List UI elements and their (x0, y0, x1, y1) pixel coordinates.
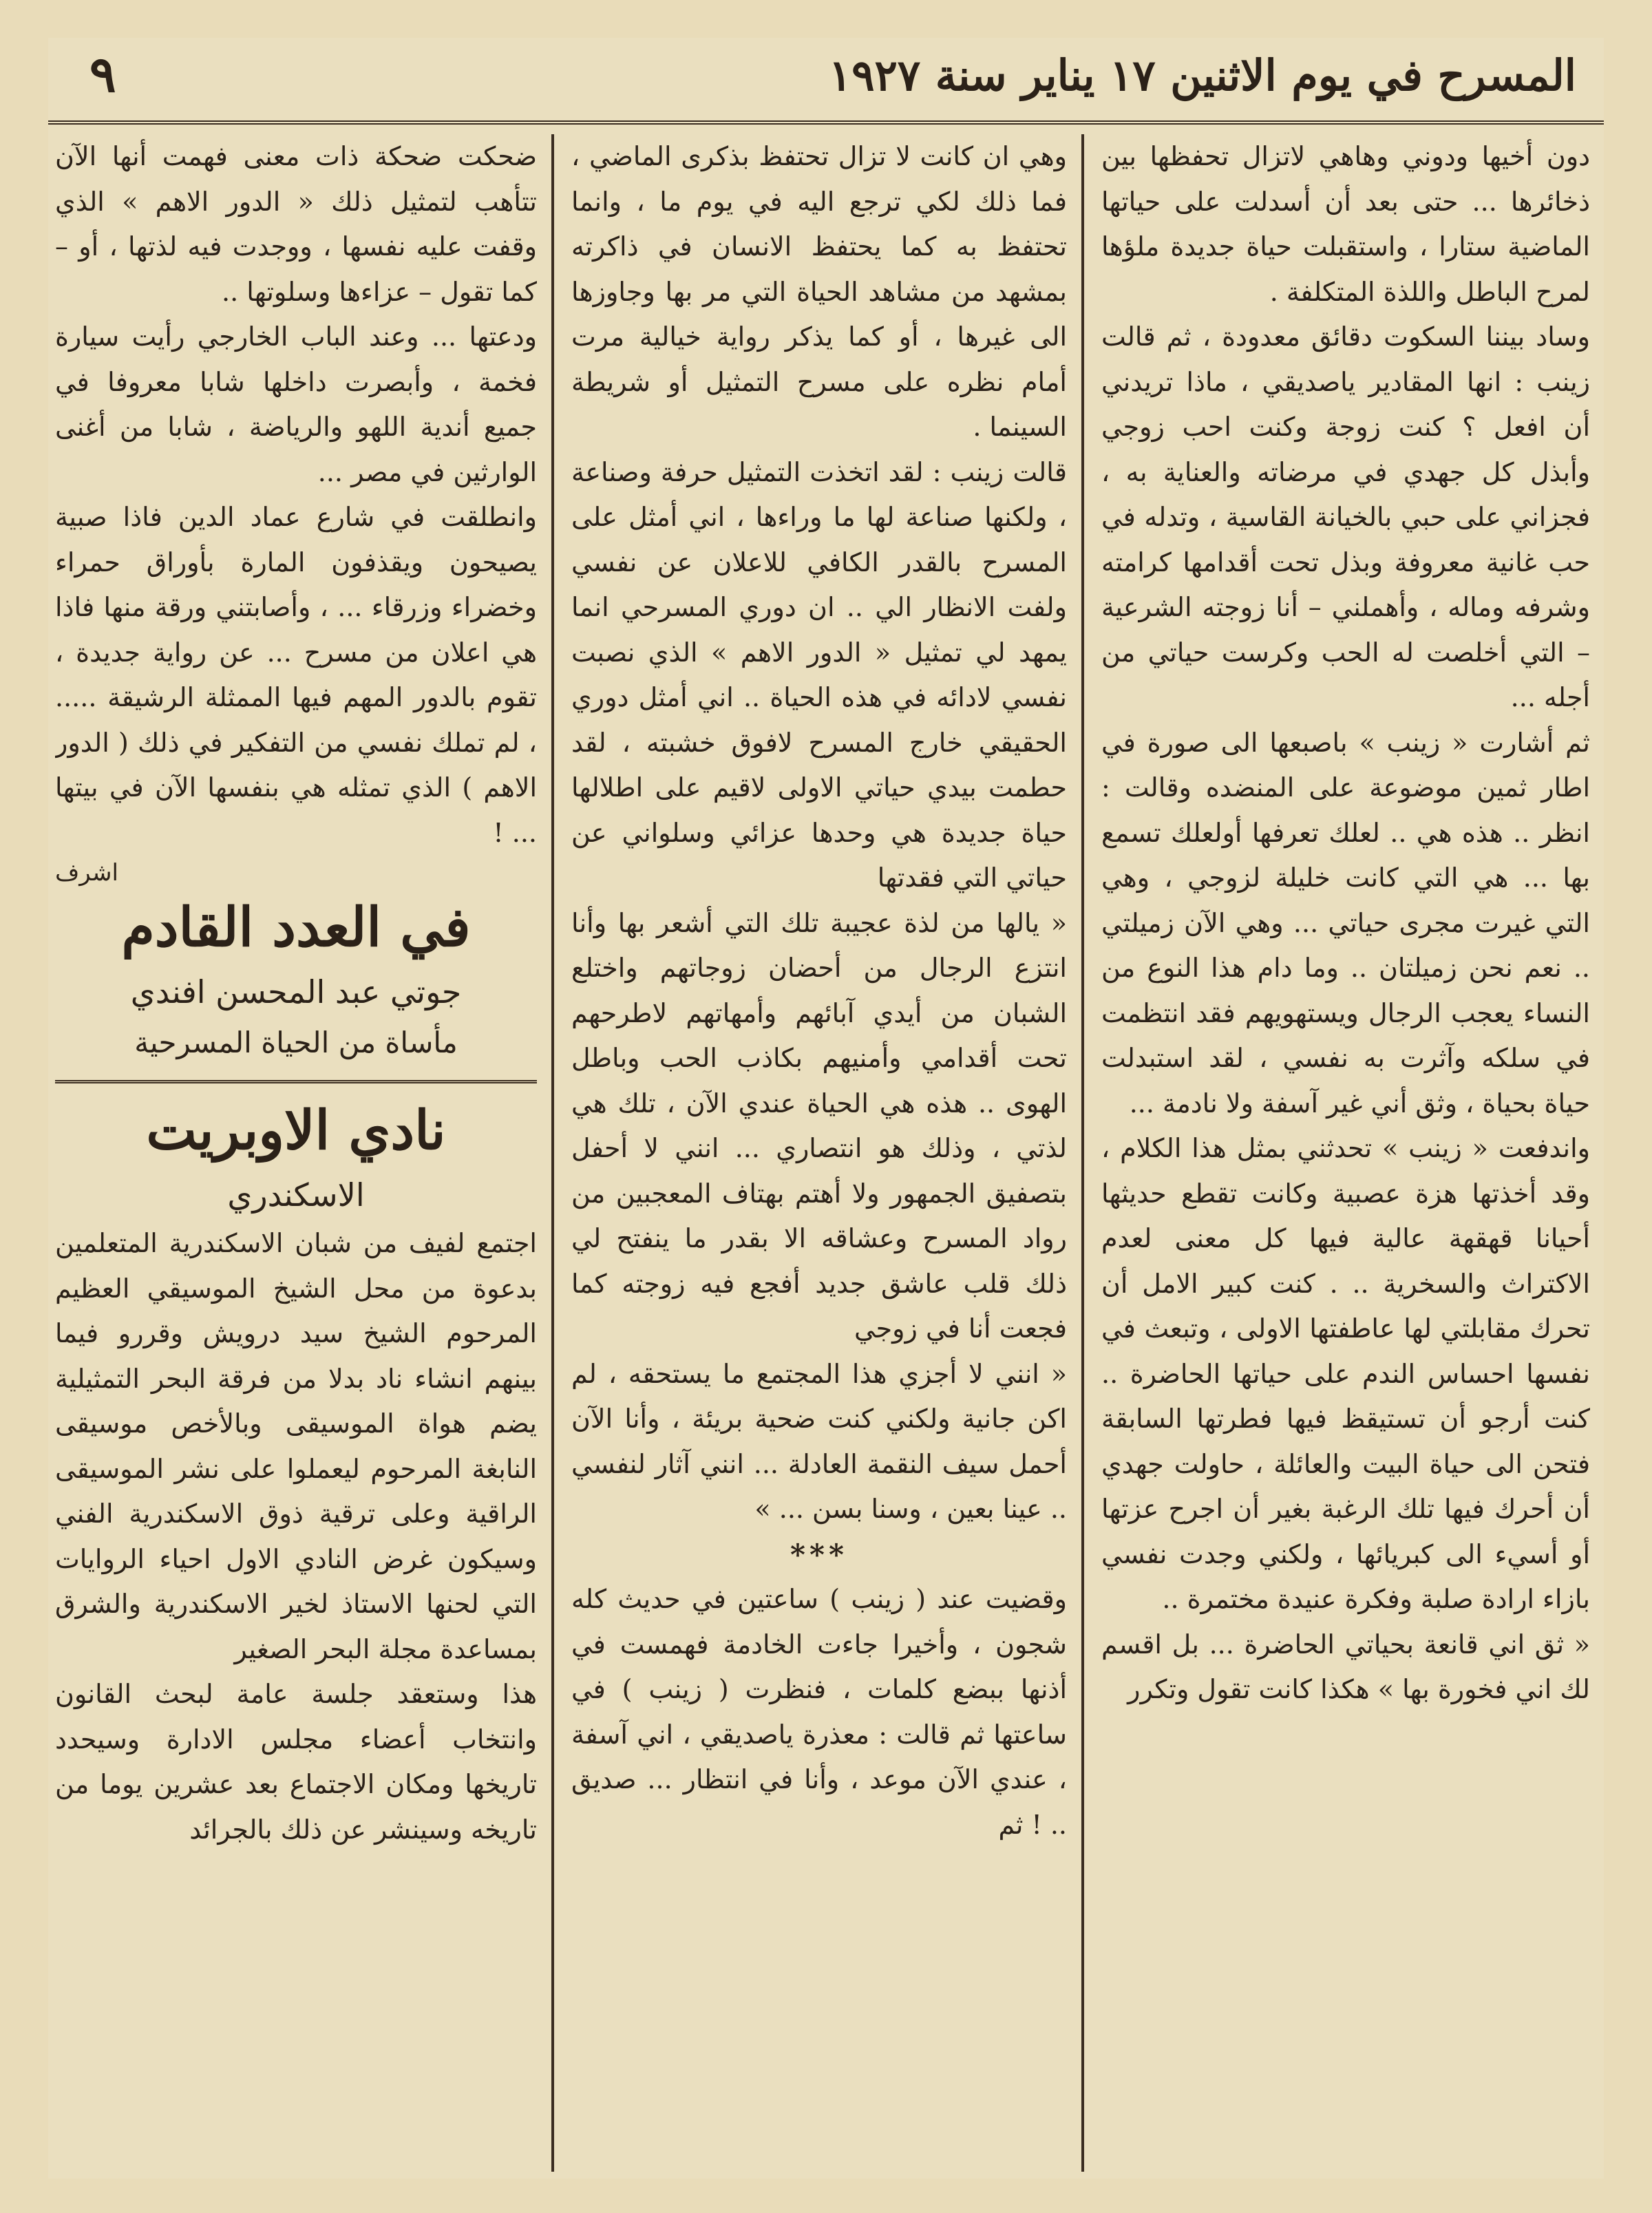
paragraph: واندفعت « زينب » تحدثني بمثل هذا الكلام ، وقد أخذتها هزة عصبية وكانت تقطع حديثها أحيانا قهقهة عالية فيها كل معنى لعدم الاكتراث والسخرية .. . كنت كبير الامل أن تحرك مقابلتي لها عاطفتها الاولى ، وتبعث في نفسها احساس الندم على حياتها الحاضرة .. كنت أرجو أن تستيقظ فيها فطرتها السابقة فتحن الى حياة البيت والعائلة ، حاولت جهدي أن أحرك فيها تلك الرغبة بغير أن اجرح عزتها أو أسيء الى كبريائها ، ولكني وجدت نفسي بازاء ارادة صلبة وفكرة عنيدة مختمرة .. (1101, 1133, 1590, 1614)
paragraph: « ثق اني قانعة بحياتي الحاضرة ... بل اقسم لك اني فخورة بها » هكذا كانت تقول وتكرر (1101, 1629, 1590, 1704)
paragraph: قالت زينب : لقد اتخذت التمثيل حرفة وصناعة ، ولكنها صناعة لها ما وراءها ، اني أمثل على المسرح بالقدر الكافي للاعلان عن نفسي ولفت الانظار الي .. ان دوري المسرحي انما يمهد لي تمثيل « الدور الاهم » الذي نصبت نفسي لادائه في هذه الحياة .. اني أمثل دوري الحقيقي خارج المسرح لافوق خشبته ، لقد حطمت بيدي حياتي الاولى لاقيم على اطلالها حياة جديدة هي وحدها عزائي وسلواني عن حياتي التي فقدتها (571, 456, 1067, 893)
paragraph: وانطلقت في شارع عماد الدين فاذا صبية يصيحون ويقذفون المارة بأوراق حمراء وخضراء وزرقاء ... ، وأصابتني ورقة منها فاذا هي اعلان من مسرح ... عن رواية جديدة ، تقوم بالدور المهم فيها الممثلة الرشيقة ..... ، لم تملك نفسي من التفكير في ذلك ( الدور الاهم ) الذي تمثله هي بنفسها الآن في بيتها ... ! (55, 502, 537, 848)
column-rule-right (1081, 134, 1084, 2172)
next-issue-author: جوتي عبد المحسن افندي (130, 973, 462, 1010)
club-heading: نادي الاوبريت (146, 1099, 446, 1162)
paragraph: اجتمع لفيف من شبان الاسكندرية المتعلمين بدعوة من محل الشيخ الموسيقي العظيم المرحوم الشيخ سيد درويش وقررو فيما بينهم انشاء ناد بدلا من فرقة البحر التمثيلية يضم هواة الموسيقى وبالأخص موسيقى النابغة المرحوم ليعملوا على نشر الموسيقى الراقية وعلى ترقية ذوق الاسكندرية الفني وسيكون غرض النادي الاول احياء الروايات التي لحنها الاستاذ لخير الاسكندرية والشرق بمساعدة مجلة البحر الصغير (55, 1228, 537, 1664)
section-separator: *** (790, 1537, 848, 1571)
column-rule-left (551, 134, 554, 2172)
paragraph: « يالها من لذة عجيبة تلك التي أشعر بها وأنا انتزع الرجال من أحضان زوجاتهم واختلع الشبان من أيدي آبائهم وأمهاتهم لاطرحهم تحت أقدامي وأمنيهم بكاذب الحب وباطل الهوى .. هذه هي الحياة عندي الآن ، تلك هي لذتي ، وذلك هو انتصاري ... انني لا أحفل بتصفيق الجمهور ولا أهتم بهتاف المعجبين من رواد المسرح وعشاقه الا بقدر ما ينفتح لي ذلك قلب عاشق جديد أفجع فيه زوجته كما فجعت أنا في زوجي (571, 907, 1067, 1344)
paragraph: ضحكت ضحكة ذات معنى فهمت أنها الآن تتأهب لتمثيل ذلك « الدور الاهم » الذي وقفت عليه نفسها ، ووجدت فيه لذتها ، أو – كما تقول – عزاءها وسلوتها .. (55, 141, 537, 307)
left-column (55, 134, 537, 2172)
page-header (48, 38, 1604, 125)
page-number: ٩ (89, 45, 116, 103)
next-issue-heading: في العدد القادم (121, 896, 471, 959)
paragraph: « انني لا أجزي هذا المجتمع ما يستحقه ، لم اكن جانية ولكني كنت ضحية بريئة ، وأنا الآن أحمل سيف النقمة العادلة ... انني آثار لنفسي .. عينا بعين ، وسنا بسن ... » (571, 1358, 1067, 1524)
header-title: المسرح في يوم الاثنين ١٧ يناير سنة ١٩٢٧ (828, 50, 1576, 100)
club-subheading: الاسكندري (227, 1176, 365, 1214)
paragraph: دون أخيها ودوني وهاهي لاتزال تحفظها بين ذخائرها ... حتى بعد أن أسدلت على حياتها الماضية ستارا ، واستقبلت حياة جديدة ملؤها لمرح الباطل واللذة المتكلفة . (1101, 141, 1590, 307)
right-column (1101, 134, 1590, 2172)
newspaper-page (48, 38, 1604, 2179)
paragraph: ودعتها ... وعند الباب الخارجي رأيت سيارة فخمة ، وأبصرت داخلها شابا معروفا في جميع أندية اللهو والرياضة ، شابا من أغنى الوارثين في مصر ... (55, 321, 537, 487)
paragraph: وساد بيننا السكوت دقائق معدودة ، ثم قالت زينب : انها المقادير ياصديقي ، ماذا تريدني أن افعل ؟ كنت زوجة وكنت احب زوجي وأبذل كل جهدي في مرضاته والعناية به ، فجزاني على حبي بالخيانة القاسية ، وتدله في حب غانية معروفة وبذل تحت أقدامها كرامته وشرفه وماله ، وأهملني – أنا زوجته الشرعية – التي أخلصت له الحب وكرست حياتي من أجله ... (1101, 321, 1590, 712)
next-issue-subtitle: مأساة من الحياة المسرحية (134, 1026, 458, 1059)
paragraph: وهي ان كانت لا تزال تحتفظ بذكرى الماضي ، فما ذلك لكي ترجع اليه في يوم ما ، وانما تحتفظ به كما يحتفظ الانسان في ذاكرته بمشهد من مشاهد الحياة التي مر بها وجاوزها الى غيرها ، أو كما يذكر رواية خيالية مرت أمام نظره على مسرح التمثيل أو شريطة السينما . (571, 141, 1067, 442)
author-signature: اشرف (55, 859, 118, 887)
middle-column (571, 134, 1067, 2172)
section-divider (55, 1080, 537, 1083)
paragraph: وقضيت عند ( زينب ) ساعتين في حديث كله شجون ، وأخيرا جاءت الخادمة فهمست في أذنها ببضع كلمات ، فنظرت ( زينب ) في ساعتها ثم قالت : معذرة ياصديقي ، اني آسفة ، عندي الآن موعد ، وأنا في انتظار ... صديق .. ! ثم (571, 1584, 1067, 1840)
paragraph: ثم أشارت « زينب » باصبعها الى صورة في اطار ثمين موضوعة على المنضده وقالت : انظر .. هذه هي .. لعلك تعرفها أولعلك تسمع بها ... هي التي كانت خليلة لزوجي ، وهي التي غيرت مجرى حياتي ... وهي الآن زميلتي .. نعم نحن زميلتان .. وما دام هذا النوع من النساء يعجب الرجال ويستهويهم فقد انتظمت في سلكه وآثرت به نفسي ، لقد استبدلت حياة بحياة ، وثق أني غير آسفة ولا نادمة ... (1101, 727, 1590, 1119)
paragraph: هذا وستعقد جلسة عامة لبحث القانون وانتخاب أعضاء مجلس الادارة وسيحدد تاريخها ومكان الاجتماع بعد عشرين يوما من تاريخه وسينشر عن ذلك بالجرائد (55, 1679, 537, 1845)
